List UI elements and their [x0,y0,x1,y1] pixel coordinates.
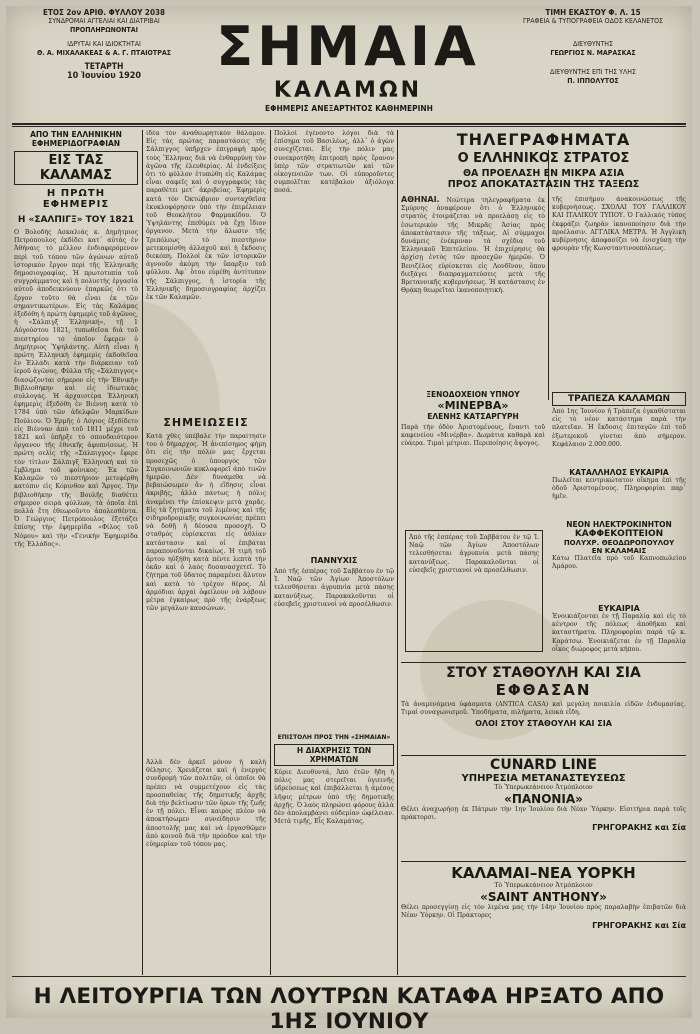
pannyches-body: Ἀπὸ τῆς ἑσπέρας τοῦ Σαββάτου ἐν τῷ Ἱ. Ναῷ τῶν Ἁγίων Ἀποστόλων τελεσθήσεται ἀγρυπνία μετὰ πάσης κατανύξεως. Παρακαλοῦνται οἱ εὐσεβεῖς χριστιανοὶ νὰ προσέλθωσιν. [274,568,394,608]
header-rule [12,123,686,125]
stathoulis-ad [401,665,686,753]
header-right [500,8,686,86]
ad-rule [401,662,686,663]
cunard-title: CUNARD LINE [490,757,597,773]
cunard-sub: ΥΠΗΡΕΣΙΑ ΜΕΤΑΝΑΣΤΕΥΣΕΩΣ [461,773,626,784]
telegrams-side [552,196,686,386]
sale-ad [552,468,686,518]
masthead-subtitle: ΚΑΛΑΜΩΝ [273,78,423,103]
ny-line1: Τὸ Ὑπερωκεάνειον Ἀτμόπλοιον [494,882,593,889]
cunard-line1: Τὸ Ὑπερωκεάνειον Ἀτμόπλοιον [494,784,593,791]
editor-label: ΔΙΕΥΘΥΝΤΗΣ ΕΠΙ ΤΗΣ ΥΛΗΣ [549,68,637,76]
subscription-note: ΣΥΝΔΡΟΜΑΙ ΑΓΓΕΛΙΑΙ ΚΑΙ ΔΙΑΤΡΙΒΑΙ [48,17,160,25]
framed-notice [405,530,543,652]
column-3 [274,130,394,973]
footer-rule [12,976,686,977]
weekday: ΤΕΤΑΡΤΗ [84,62,124,72]
article-subheadline: Η ΠΡΩΤΗ ΕΦΗΜΕΡΙΣ [42,188,110,210]
column-1 [14,130,138,973]
issue-date: 10 Ἰουνίου 1920 [66,71,142,81]
stathoulis-footer: ΟΛΟΙ ΣΤΟΥ ΣΤΑΘΟΥΛΗ ΚΑΙ ΣΙΑ [475,719,612,729]
ny-agents: ΓΡΗΓΟΡΑΚΗΣ και Σία [592,920,686,930]
stathoulis-arrived: ΕΦΘΑΣΑΝ [495,681,592,699]
article-body: Πολλοὶ ἐγένοντο λόγοι διὰ τὰ ἐπίσημα τοῦ Βασιλέως, ἀλλ᾽ ὁ ἀγὼν συνεχίζεται. Εἰς τὴν πόλιν μας συνεκροτήθη ἐπιτροπὴ πρὸς ἔρανον ὑπὲρ τῶν στρατιωτῶν καὶ τῶν οἰκογενειῶν των. Οἱ εὐποροῦντες συμπολῖται κατέβαλον ἀξιόλογα ποσά. [274,130,394,195]
price: ΤΙΜΗ ΕΚΑΣΤΟΥ Φ. Λ. 15 [545,8,641,17]
cunard-ad [401,757,686,857]
rental-ad [552,604,686,662]
hotel-title2: «ΜΙΝΕΡΒΑ» [437,399,509,412]
coffee-ad [552,520,686,600]
ad-rule [401,861,686,862]
stathoulis-title: ΣΤΟΥ ΣΤΑΘΟΥΛΗ ΚΑΙ ΣΙΑ [446,665,641,681]
cunard-ship: «ΠΑΝΟΝΙΑ» [504,792,583,807]
notes-heading: ΣΗΜΕΙΩΣΕΙΣ [163,416,249,429]
director: ΓΕΩΡΓΙΟΣ Ν. ΜΑΡΑΣΚΑΣ [550,49,636,57]
column-rule [270,130,271,975]
header-rule [12,126,686,127]
masthead-tagline: ΕΦΗΜΕΡΙΣ ΑΝΕΞΑΡΤΗΤΟΣ ΚΑΘΗΜΕΡΙΝΗ [265,104,433,113]
article-kicker: ΑΠΟ ΤΗΝ ΕΛΛΗΝΙΚΗΝ ΕΦΗΜΕΡΙΔΟΓΡΑΦΙΑΝ [30,130,122,148]
telegrams-body [401,196,545,386]
article-section: Η «ΣΑΛΠΙΓΞ» ΤΟΥ 1821 [17,215,135,225]
editor: Π. ΙΠΠΟΛΥΤΟΣ [567,77,619,85]
bottom-banner: Η ΛΕΙΤΟΥΡΓΙΑ ΤΩΝ ΛΟΥΤΡΩΝ ΚΑΤΑΦΑ ΗΡΞΑΤΟ ΑΠΟ 1ΗΣ ΙΟΥΝΙΟΥ [33,984,665,1034]
pannyches-heading: ΠΑΝΝΥΧΙΣ [310,556,358,565]
stathoulis-text: Τὰ ἀναμενόμενα ὑφάσματα (ANTICA CASA) καὶ μεγάλη ποικιλία εἰδῶν ἐνδυμασίας. Τιμαὶ συναγωνισμοῦ. Ὑποδήματα, πιλήματα, λευκὰ εἴδη. [401,701,686,717]
prepaid-note: ΠΡΟΠΛΗΡΩΝΟΝΤΑΙ [69,26,139,34]
article-body: Ο Βολοδής Ασκαλιάς κ. Δημήτριος Πετρόπουλος ἐκδίδει κατ᾽ αὐτὰς ἐν Ἀθήναις τὸ μέλλον ἐνδιαφερόμενον περὶ τοῦ τόπου τῶν ἀγώνων αὐτοῦ ἱστορικὸν ἔργον περὶ τῆς Ἑλληνικῆς δημοσιογραφίας. Ἡ πρωτοτυπία τοῦ συγγράμματος καὶ ἡ πολυετὴς ἐργασία αὐτοῦ ἀποδεικνύουν ἐπαρκῶς ὅτι τὸ ἔργον τοῦτο θὰ εἶναι ἐκ τῶν σημαντικωτέρων. Εἰς τὰς Καλάμας ἐξεδόθη ἡ πρώτη ἐφημερὶς τοῦ ἀγῶνος, ἡ «Σάλπιγξ Ἑλληνική», τῇ 1 Αὐγούστου 1821, τυπωθεῖσα διὰ τοῦ πιεστηρίου τὸ ὁποῖον ἔφερεν ὁ Δημήτριος Ὑψηλάντης. Αὐτὴ εἶναι ἡ πρώτη Ἑλληνικὴ ἐφημερὶς ἐκδοθεῖσα ἐν Ἑλλάδι κατὰ τὴν διάρκειαν τοῦ ἱεροῦ ἀγῶνος. Φύλλα τῆς «Σάλπιγγος» διασῴζονται σήμερον εἰς τὴν Ἐθνικὴν Βιβλιοθήκην καὶ εἰς ἰδιωτικὰς συλλογάς. Ἡ ἀρχαιοτέρα Ἑλληνικὴ ἐφημερὶς ἐξεδόθη ἐν Βιέννῃ κατὰ τὸ 1784 ὑπὸ τῶν ἀδελφῶν Μαρκίδων Πούλιου. Ὁ Ἑρμῆς ὁ Λόγιος ἐξεδίδετο εἰς Βιένναν ἀπὸ τοῦ 1811 μέχρι τοῦ 1821 καὶ ὑπῆρξε τὸ σπουδαιότερον ὄργανον τῆς ἐθνικῆς ἀφυπνίσεως. Ἡ πρώτη σελὶς τῆς «Σάλπιγγος» ἔφερε τὸν τίτλον Σάλπιγξ Ἑλληνική καὶ τὸ ἔμβλημα τοῦ φοίνικος. Ἐκ τῶν Καλαμῶν τὸ πιεστήριον μετεφέρθη κατόπιν εἰς Κόρινθον καὶ Ἄργος. Τὴν βιβλιοθήκην τῆς Βουλῆς διαθέτει σήμερον σειρὰ φύλλων, τὰ ὁποῖα ἐπὶ πολλὰ ἔτη ἐθεωροῦντο ἀπολεσθέντα. Ὁ Γεώργιος Πετρόπουλος ἐξετάζει ἐπίσης τὴν ἐφημερίδα «Φίλος τοῦ Νόμου» καὶ τὴν «Γενικὴν Ἐφημερίδα τῆς Ἑλλάδος». [14,229,138,548]
telegrams-sub1: Ο ΕΛΛΗΝΙΚΟΣ ΣΤΡΑΤΟΣ [457,151,630,166]
founders: Θ. Α. ΜΙΧΑΛΑΚΕΑΣ & Α. Γ. ΠΤΑΙΟΤΡΑΣ [37,49,171,57]
coffee-title2: ΚΑΦΦΕΚΟΠΤΕΙΟΝ [574,529,664,539]
bank-text: Ἀπὸ 1ης Ἰουνίου ἡ Τράπεζα ἐγκαθίσταται εἰς τὸ νέον κατάστημα παρὰ τὴν πλατεῖαν. Ἡ ἔκδοσις ἐπιταγῶν ἐπὶ τοῦ ἐξωτερικοῦ γίνεται ἀπὸ σήμερον. Κεφάλαιον 2.000.000. [552,408,686,448]
column-rule [397,130,398,975]
coffee-title1: ΝΕΟΝ ΗΛΕΚΤΡΟΚΙΝΗΤΟΝ [566,520,672,529]
telegrams-sub3: ΠΡΟΣ ΑΠΟΚΑΤΑΣΤΑΣΙΝ ΤΗΣ ΤΑΞΕΩΣ [447,179,640,190]
rental-title: ΕΥΚΑΙΡΙΑ [598,604,640,613]
ny-title: ΚΑΛΑΜΑΙ–ΝΕΑ ΥΟΡΚΗ [451,864,636,882]
telegrams-text: Νεώτερα τηλεγραφήματα ἐκ Σμύρνης ἀναφέρουν ὅτι ὁ Ἑλληνικὸς στρατὸς ἑτοιμάζεται νὰ προελάσῃ εἰς τὸ ἐσωτερικὸν τῆς Μικρᾶς Ἀσίας πρὸς ἀποκατάστασιν τῆς τάξεως. Αἱ σύμμαχοι δυνάμεις ἐνέκριναν τὰ σχέδια τοῦ Ἑλληνικοῦ Ἐπιτελείου. Ἡ ἐπιχείρησις θὰ ἀρχίσῃ ἐντὸς τῶν προσεχῶν ἡμερῶν. Ὁ Βενιζέλος εὑρίσκεται εἰς Λονδῖνον, ὅπου διεξάγει διαπραγματεύσεις μετὰ τῆς Βρεταννικῆς κυβερνήσεως. Ἡ κατάστασις ἐν Θρᾴκῃ θεωρεῖται ἰκανοποιητική. [401,197,545,295]
article-continuation: ἰδέα τὸν ἀναθεωρητικὸν θάλαμον. Εἰς τὰς πρώτας παραστάσεις τῆς Σάλπιγγος ὑπῆρχεν ἐπιγραφὴ πρὸς τοὺς Ἕλληνας διὰ νὰ ἐνθαρρύνῃ τὸν ἀγῶνα τῆς ἐλευθερίας. Αἱ ἐνδείξεις ὅτι τὸ φύλλον ἐτυπώθη εἰς Καλάμας εἶναι σαφεῖς καὶ ὁ συγγραφεὺς τὰς παραθέτει μετ᾽ ἀκριβείας. Ἐφημερὶς κατὰ τὸν Ὀκτώβριον συνταχθεῖσα ἐκυκλοφόρησεν ὑπὸ τὴν ἐπιμέλειαν τοῦ Θεοκλήτου Φαρμακίδου. Ὁ Ὑψηλάντης ἐπεθύμει νὰ ἔχῃ ἴδιον ὄργανον. Μετὰ τὴν ἅλωσιν τῆς Τριπόλεως τὸ πιεστήριον μετεκομίσθη ἀλλαχοῦ καὶ ἡ ἔκδοσις διεκόπη. Πολλοὶ ἐκ τῶν ἱστορικῶν ἀγνοοῦν ἀκόμη τὴν ὕπαρξιν τοῦ φύλλου. Ἀφ᾽ ὅτου εὑρέθη ἀντίτυπον τῆς Σάλπιγγος, ἡ ἱστορία τῆς Ἑλληνικῆς δημοσιογραφίας ἀρχίζει ἐκ τῶν Καλαμῶν. [146,130,266,302]
hotel-title3: ΕΛΕΝΗΣ ΚΑΤΣΑΡΓΥΡΗ [427,412,519,421]
column-rule [142,130,143,975]
ny-ad [401,864,686,974]
issue-number: ΕΤΟΣ 2ον ΑΡΙΘ. ΦΥΛΛΟΥ 2038 [43,8,165,17]
article-headline: ΕΙΣ ΤΑΣ ΚΑΛΑΜΑΣ [14,151,138,185]
column-2 [146,130,266,973]
ad-rule [401,755,686,756]
notes-body: Κατὰ χθὲς ὑπέβαλε τὴν παραίτησίν του ὁ δήμαρχος. Ἡ ἀνεπίσημος φήμη ὅτι εἰς τὴν πόλιν μας ἔρχεται προσεχῶς ὁ ὑπουργὸς τῶν Συγκοινωνιῶν κυκλοφορεῖ ἀπὸ τινῶν ἡμερῶν. Δὲν δυνάμεθα νὰ βεβαιώσωμεν ἂν ἡ εἴδησις εἶναι ἀκριβής, ἀλλὰ πάντως ἡ πόλις ἀναμένει τὴν ἐπίσκεψιν μετὰ χαρᾶς. Εἰς τὰ ζητήματα τοῦ λιμένος καὶ τῆς σιδηροδρομικῆς συγκοινωνίας πρέπει νὰ δοθῇ ἡ δέουσα προσοχή. Ὁ σταθμὸς εὑρίσκεται εἰς ἀθλίαν κατάστασιν καὶ οἱ ἐπιβάται παραπονοῦνται δικαίως. Ἡ τιμὴ τοῦ ἄρτου ηὐξήθη κατὰ πέντε λεπτὰ τὴν ὀκᾶν καὶ ὁ λαὸς δυσανασχετεῖ. Τὸ ζήτημα τοῦ ὕδατος παραμένει ἄλυτον καὶ κατὰ τὸ τρέχον θέρος. Αἱ ἀρμόδιαι ἀρχαὶ ὀφείλουν νὰ λάβουν μέτρα ἐγκαίρως πρὸ τῆς ἐνάρξεως τῶν μεγάλων καυσώνων. [146,433,266,613]
letter-body: Κύριε Διευθυντά, Ἀπὸ ἐτῶν ἤδη ἡ πόλις μας στερεῖται ὑγιεινῆς ὑδρεύσεως καὶ ἐπιβάλλεται ἡ ἀμέσος λῆψις μέτρων ὑπὸ τῆς δημοτικῆς ἀρχῆς. Ὁ λαὸς πληρώνει φόρους ἀλλὰ δὲν ἀπολαμβάνει οὐδεμίαν ὠφέλειαν. Μετὰ τιμῆς, Εἷς Καλαμάτας. [274,769,394,826]
coffee-title3: ΠΟΛΥΧΡ. ΘΕΟΔΩΡΟΠΟΥΛΟΥ [563,539,675,547]
telegrams-headline: ΤΗΛΕΓΡΑΦΗΜΑΤΑ [456,130,631,149]
notes-more: Ἀλλὰ δὲν ἀρκεῖ μόνον ἡ καλὴ θέλησις. Χρειάζεται καὶ ἡ ἐνεργὸς συνδρομὴ τῶν πολιτῶν, οἱ ὁποῖοι θὰ πρέπει νὰ συμμετέχουν εἰς τὰς προσπαθείας τῆς δημοτικῆς ἀρχῆς διὰ τὴν βελτίωσιν τῶν ὅρων τῆς ζωῆς ἐν τῇ πόλει. Εἶναι καιρὸς πλέον νὰ ἀποκτήσωμεν συνείδησιν τῆς ἀποστολῆς μας καὶ νὰ ἐργασθῶμεν ἀπὸ κοινοῦ διὰ τὴν πρόοδον καὶ τὴν εὐημερίαν τοῦ τόπου μας. [146,759,266,849]
ny-ship: «SAINT ANTHONY» [480,890,607,905]
bank-ad [552,392,686,464]
hotel-title1: ΞΕΝΟΔΟΧΕΙΟΝ ΥΠΝΟΥ [426,390,520,399]
bank-title: ΤΡΑΠΕΖΑ ΚΑΛΑΜΩΝ [552,392,686,406]
director-label: ΔΙΕΥΘΥΝΤΗΣ [572,40,614,48]
framed-notice-text: Ἀπὸ τῆς ἑσπέρας τοῦ Σαββάτου ἐν τῷ Ἱ. Ναῷ τῶν Ἁγίων Ἀποστόλων τελεσθήσεται ἀγρυπνία μετὰ πάσης κατανύξεως. Παρακαλοῦνται οἱ εὐσεβεῖς χριστιανοὶ νὰ προσέλθωσιν. [409,534,539,574]
coffee-text: Κάτω Πλατεῖα πρὸ τοῦ Καπνοπωλείου Ἀμάρου. [552,555,686,571]
sale-text: Πωλεῖται κεντρικώτατον οἴκημα ἐπὶ τῆς ὁδοῦ Ἀριστομένους. Πληροφορίαι παρ᾽ ἡμῖν. [552,477,686,501]
telegrams-dateline: ΑΘΗΝΑΙ. [401,196,440,204]
masthead-title: ΣΗΜΑΙΑ [216,15,480,78]
rental-text: Ἐνοικιάζονται ἐν τῇ Παραλίᾳ καὶ εἰς τὸ κέντρον τῆς πόλεως ἀποθῆκαι καὶ καταστήματα. Πληροφορίαι παρὰ τῷ κ. Καράτσῳ. Ἐνοικιάζεται ἐν τῇ Παραλίᾳ οἶκος διώροφος μετὰ κήπου. [552,613,686,653]
cunard-agents: ΓΡΗΓΟΡΑΚΗΣ και Σία [592,822,686,832]
coffee-title4: ΕΝ ΚΑΛΑΜΑΙΣ [591,547,647,555]
founders-label: ΙΔΡΥΤΑΙ ΚΑΙ ΙΔΙΟΚΤΗΤΑΙ [67,40,141,48]
offices: ΓΡΑΦΕΙΑ & ΤΥΠΟΓΡΑΦΕΙΑ ΟΔΟΣ ΚΕΛΑΝΕΤΟΣ [522,17,664,25]
hotel-ad [401,390,545,535]
sale-title: ΚΑΤΑΛΛΗΛΟΣ ΕΥΚΑΙΡΙΑ [569,468,669,477]
header-left [14,8,194,81]
cunard-text: Θέλει ἀναχωρήσῃ ἐκ Πάτρων τὴν 1ην Ἰουλίου διὰ Νέαν Ὑόρκην. Εἰσιτήρια παρὰ τοῖς πράκτορσι. [401,806,686,822]
letter-heading: Η ΔΙΑΧΡΗΣΙΣ ΤΩΝ ΧΡΗΜΑΤΩΝ [274,744,394,766]
telegrams-side-text: τῆς ἐπισήμου ἀνακοινώσεως τῆς κυβερνήσεως. ΣΧΟΛΑΙ ΤΟΥ ΓΑΛΛΙΚΟΥ ΚΑΙ ΙΤΑΛΙΚΟΥ ΤΥΠΟΥ. Ὁ Γαλλικὸς τύπος ἐκφράζει ζωηρὰν ἱκανοποίησιν διὰ τὴν προέλασιν. ΑΓΓΛΙΚΑ ΜΕΤΡΑ. Ἡ Ἀγγλικὴ κυβέρνησις ἀποφασίζει νὰ ἐνισχύσῃ τὴν φρουρὰν τῆς Κωνσταντινουπόλεως. [552,196,686,253]
hotel-text: Παρὰ τὴν ὁδὸν Ἀριστομένους, ἔναντι τοῦ καφενείου «Μινέρβα». Δωμάτια καθαρὰ καὶ εὐάερα. Τιμαὶ μέτριαι. Περιποίησις ἄψογος. [401,424,545,448]
ny-text: Θέλει προσεγγίσῃ εἰς τὸν λιμένα μας τὴν 14ην Ἰουνίου πρὸς παραλαβὴν ἐπιβατῶν διὰ Νέαν Ὑόρκην. Οἱ Πράκτορες [401,904,686,920]
telegrams-sub2: ΘΑ ΠΡΟΕΛΑΣΗ ΕΝ ΜΙΚΡΑ ΑΣΙΑ [462,168,625,179]
letter-kicker: ΕΠΙΣΤΟΛΗ ΠΡΟΣ ΤΗΝ «ΣΗΜΑΙΑΝ» [277,734,391,741]
